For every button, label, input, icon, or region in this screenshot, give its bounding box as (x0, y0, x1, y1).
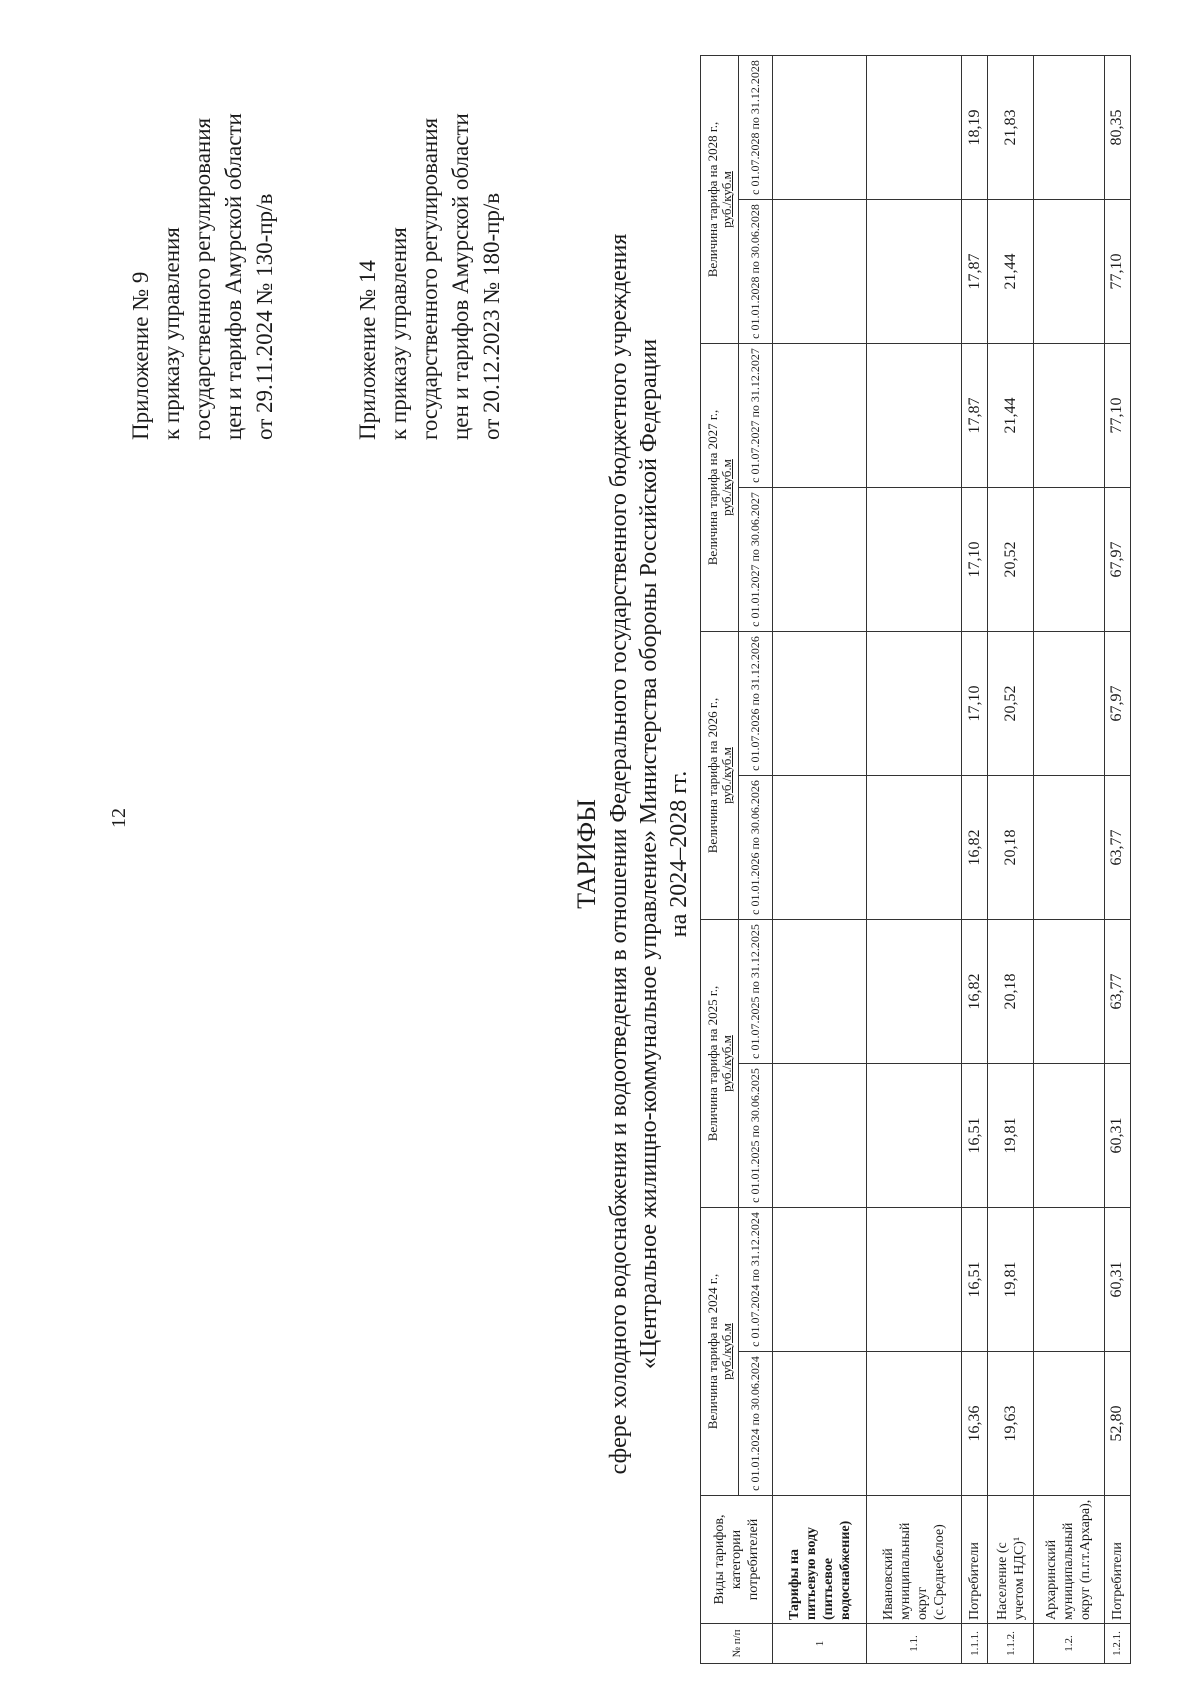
appendix-9-line: государственного регулирования (190, 117, 215, 440)
header-period-2025: Величина тарифа на 2025 г., руб./куб.м (701, 920, 739, 1208)
tariff-value: 21,44 (988, 200, 1034, 344)
tariff-value: 19,63 (988, 1352, 1034, 1496)
tariff-value: 19,81 (988, 1208, 1034, 1352)
row-category: Население (с учетом НДС)¹ (988, 1496, 1034, 1624)
row-num: 1.1.2. (988, 1624, 1034, 1664)
tariff-cell (1034, 632, 1104, 776)
appendix-14-line: цен и тарифов Амурской области (448, 113, 473, 440)
tariff-cell (773, 1064, 867, 1208)
tariff-cell (1034, 1064, 1104, 1208)
document-subtitle-line: на 2024–2028 гг. (666, 770, 692, 938)
tariff-value: 60,31 (1104, 1064, 1130, 1208)
header-subperiod: с 01.01.2026 по 30.06.2026 (739, 776, 773, 920)
tariff-cell (867, 776, 961, 920)
tariff-cell (773, 488, 867, 632)
header-subperiod: с 01.07.2026 по 31.12.2026 (739, 632, 773, 776)
tariff-value: 63,77 (1104, 920, 1130, 1064)
tariff-cell (1034, 920, 1104, 1064)
tariff-value: 16,82 (961, 920, 987, 1064)
tariff-value: 60,31 (1104, 1208, 1130, 1352)
row-category: Тарифы на питьевую воду (питьевое водоснабжение) (773, 1496, 867, 1624)
appendix-14-line: государственного регулирования (417, 117, 442, 440)
tariff-table (700, 55, 1131, 1664)
tariff-value: 16,82 (961, 776, 987, 920)
tariff-cell (867, 1064, 961, 1208)
tariff-value: 20,52 (988, 632, 1034, 776)
header-period-2028: Величина тарифа на 2028 г., руб./куб.м (701, 56, 739, 344)
table-row (1034, 56, 1104, 1664)
tariff-value: 16,36 (961, 1352, 987, 1496)
tariff-cell (1034, 200, 1104, 344)
row-num: 1.1. (867, 1624, 961, 1664)
row-num: 1.2.1. (1104, 1624, 1130, 1664)
tariff-value: 17,10 (961, 632, 987, 776)
table-row (961, 56, 987, 1664)
tariff-cell (1034, 344, 1104, 488)
header-subperiod: с 01.07.2025 по 31.12.2025 (739, 920, 773, 1064)
page-number: 12 (108, 808, 130, 828)
tariff-value: 18,19 (961, 56, 987, 200)
tariff-cell (867, 1208, 961, 1352)
tariff-cell (773, 200, 867, 344)
header-subperiod: с 01.07.2027 по 31.12.2027 (739, 344, 773, 488)
tariff-cell (1034, 776, 1104, 920)
tariff-cell (867, 1352, 961, 1496)
document-subtitle-line: «Центральное жилищно-коммунальное управление» Министерства обороны Российской Федерации (636, 338, 662, 1370)
tariff-cell (773, 1208, 867, 1352)
row-category: Архаринский муниципальный округ (п.г.т.Архара), (1034, 1496, 1104, 1624)
tariff-value: 77,10 (1104, 344, 1130, 488)
tariff-value: 17,87 (961, 200, 987, 344)
tariff-cell (867, 920, 961, 1064)
tariff-cell (773, 632, 867, 776)
appendix-14-line: Приложение № 14 (355, 260, 380, 440)
appendix-9-line: Приложение № 9 (128, 271, 153, 440)
header-period-2026: Величина тарифа на 2026 г., руб./куб.м (701, 632, 739, 920)
header-subperiod: с 01.01.2027 по 30.06.2027 (739, 488, 773, 632)
tariff-cell (773, 344, 867, 488)
tariff-cell (773, 1352, 867, 1496)
tariff-cell (867, 56, 961, 200)
header-subperiod: с 01.07.2024 по 31.12.2024 (739, 1208, 773, 1352)
appendix-9-line: к приказу управления (159, 227, 184, 440)
header-num: № п/п (701, 1624, 773, 1664)
document-title: ТАРИФЫ (572, 799, 601, 909)
tariff-cell (1034, 488, 1104, 632)
tariff-value: 16,51 (961, 1064, 987, 1208)
tariff-cell (773, 776, 867, 920)
tariff-cell (867, 632, 961, 776)
document-subtitle-line: сфере холодного водоснабжения и водоотведения в отношении Федерального государственного бюджетного учреждения (606, 233, 632, 1475)
header-period-2024: Величина тарифа на 2024 г., руб./куб.м (701, 1208, 739, 1496)
header-subperiod: с 01.07.2028 по 31.12.2028 (739, 56, 773, 200)
tariff-value: 19,81 (988, 1064, 1034, 1208)
tariff-cell (867, 488, 961, 632)
table-row (867, 56, 961, 1664)
tariff-value: 52,80 (1104, 1352, 1130, 1496)
tariff-cell (1034, 1208, 1104, 1352)
row-num: 1.1.1. (961, 1624, 987, 1664)
header-subperiod: с 01.01.2028 по 30.06.2028 (739, 200, 773, 344)
table-row (1104, 56, 1130, 1664)
row-category: Потребители (1104, 1496, 1130, 1624)
tariff-cell (1034, 56, 1104, 200)
header-period-2027: Величина тарифа на 2027 г., руб./куб.м (701, 344, 739, 632)
document-title-block (572, 0, 694, 1708)
header-subperiod: с 01.01.2025 по 30.06.2025 (739, 1064, 773, 1208)
tariff-value: 17,10 (961, 488, 987, 632)
appendix-9-line: цен и тарифов Амурской области (221, 113, 246, 440)
row-num: 1.2. (1034, 1624, 1104, 1664)
tariff-value: 16,51 (961, 1208, 987, 1352)
table-row (773, 56, 867, 1664)
tariff-cell (773, 56, 867, 200)
table-row (988, 56, 1034, 1664)
tariff-value: 20,18 (988, 920, 1034, 1064)
header-category: Виды тарифов, категории потребителей (701, 1496, 773, 1624)
tariff-cell (773, 920, 867, 1064)
tariff-cell (867, 344, 961, 488)
row-num: 1 (773, 1624, 867, 1664)
appendix-14-line: к приказу управления (386, 227, 411, 440)
tariff-value: 20,52 (988, 488, 1034, 632)
tariff-cell (867, 200, 961, 344)
tariff-cell (1034, 1352, 1104, 1496)
tariff-value: 77,10 (1104, 200, 1130, 344)
appendix-9-line: от 29.11.2024 № 130-пр/в (252, 193, 277, 440)
tariff-value: 80,35 (1104, 56, 1130, 200)
appendix-14-block (352, 0, 507, 440)
tariff-value: 67,97 (1104, 488, 1130, 632)
tariff-value: 20,18 (988, 776, 1034, 920)
tariff-value: 21,83 (988, 56, 1034, 200)
tariff-value: 63,77 (1104, 776, 1130, 920)
tariff-value: 17,87 (961, 344, 987, 488)
appendix-9-block (125, 0, 280, 440)
row-category: Ивановский муниципальный округ (с.Среднебелое) (867, 1496, 961, 1624)
header-subperiod: с 01.01.2024 по 30.06.2024 (739, 1352, 773, 1496)
row-category: Потребители (961, 1496, 987, 1624)
appendix-14-line: от 20.12.2023 № 180-пр/в (479, 192, 504, 440)
tariff-value: 21,44 (988, 344, 1034, 488)
tariff-value: 67,97 (1104, 632, 1130, 776)
